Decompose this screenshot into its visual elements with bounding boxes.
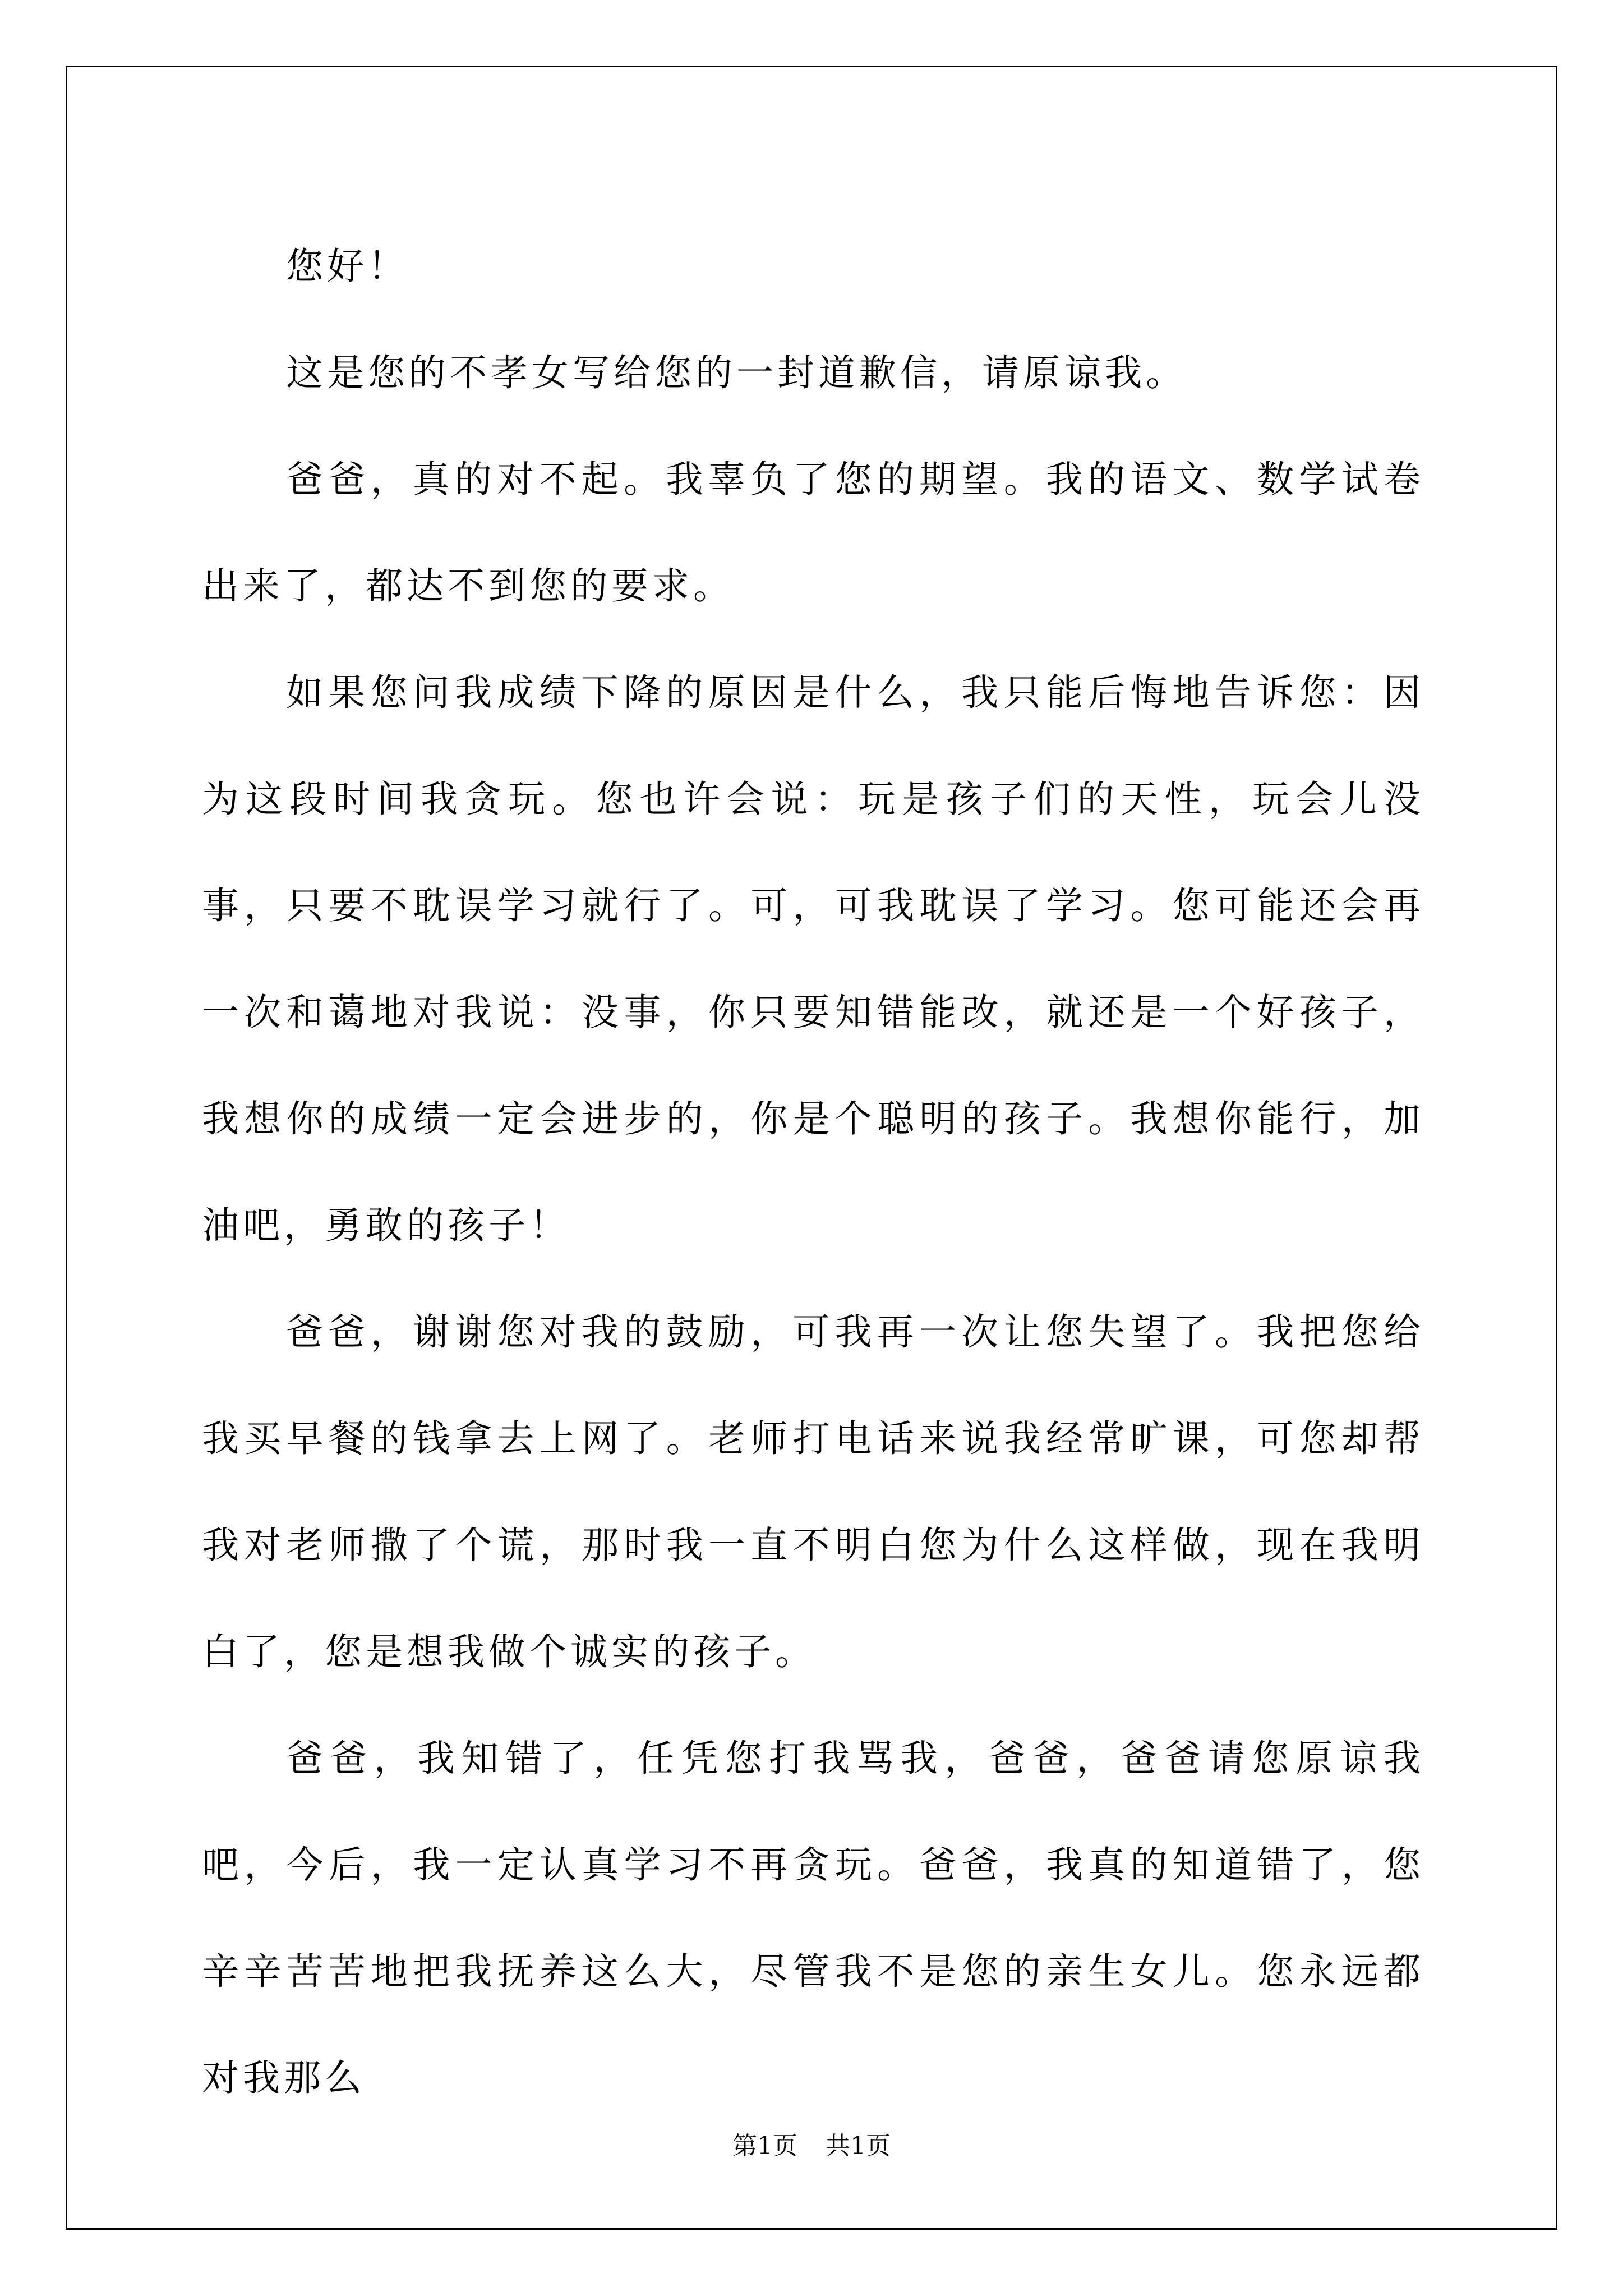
greeting: 您好！ (286, 245, 409, 288)
paragraph-thanks: 爸爸，谢谢您对我的鼓励，可我再一次让您失望了。我把您给我买早餐的钱拿去上网了。老师打电话来说我经常旷课，可您却帮我对老师撒了个谎，那时我一直不明白您为什么这样做，现在我明白了，您是想我做个诚实的孩子。 (202, 1310, 1424, 1673)
page-number: 第1页 (732, 2132, 797, 2160)
letter-body (202, 213, 1424, 2132)
paragraph-reason: 如果您问我成绩下降的原因是什么，我只能后悔地告诉您：因为这段时间我贪玩。您也许会说：玩是孩子们的天性，玩会儿没事，只要不耽误学习就行了。可，可我耽误了学习。您可能还会再一次和蔼地对我说：没事，你只要知错能改，就还是一个好孩子，我想你的成绩一定会进步的，你是个聪明的孩子。我想你能行，加油吧，勇敢的孩子！ (202, 671, 1424, 1247)
paragraph-apology: 爸爸，真的对不起。我辜负了您的期望。我的语文、数学试卷出来了，都达不到您的要求。 (202, 458, 1424, 608)
page-footer (0, 2129, 1623, 2163)
page-total: 共1页 (826, 2132, 891, 2160)
paragraph-intro: 这是您的不孝女写给您的一封道歉信，请原谅我。 (286, 351, 1187, 394)
paragraph-promise: 爸爸，我知错了，任凭您打我骂我，爸爸，爸爸请您原谅我吧，今后，我一定认真学习不再贪玩。爸爸，我真的知道错了，您辛辛苦苦地把我抚养这么大，尽管我不是您的亲生女儿。您永远都对我那么 (202, 1737, 1424, 2100)
